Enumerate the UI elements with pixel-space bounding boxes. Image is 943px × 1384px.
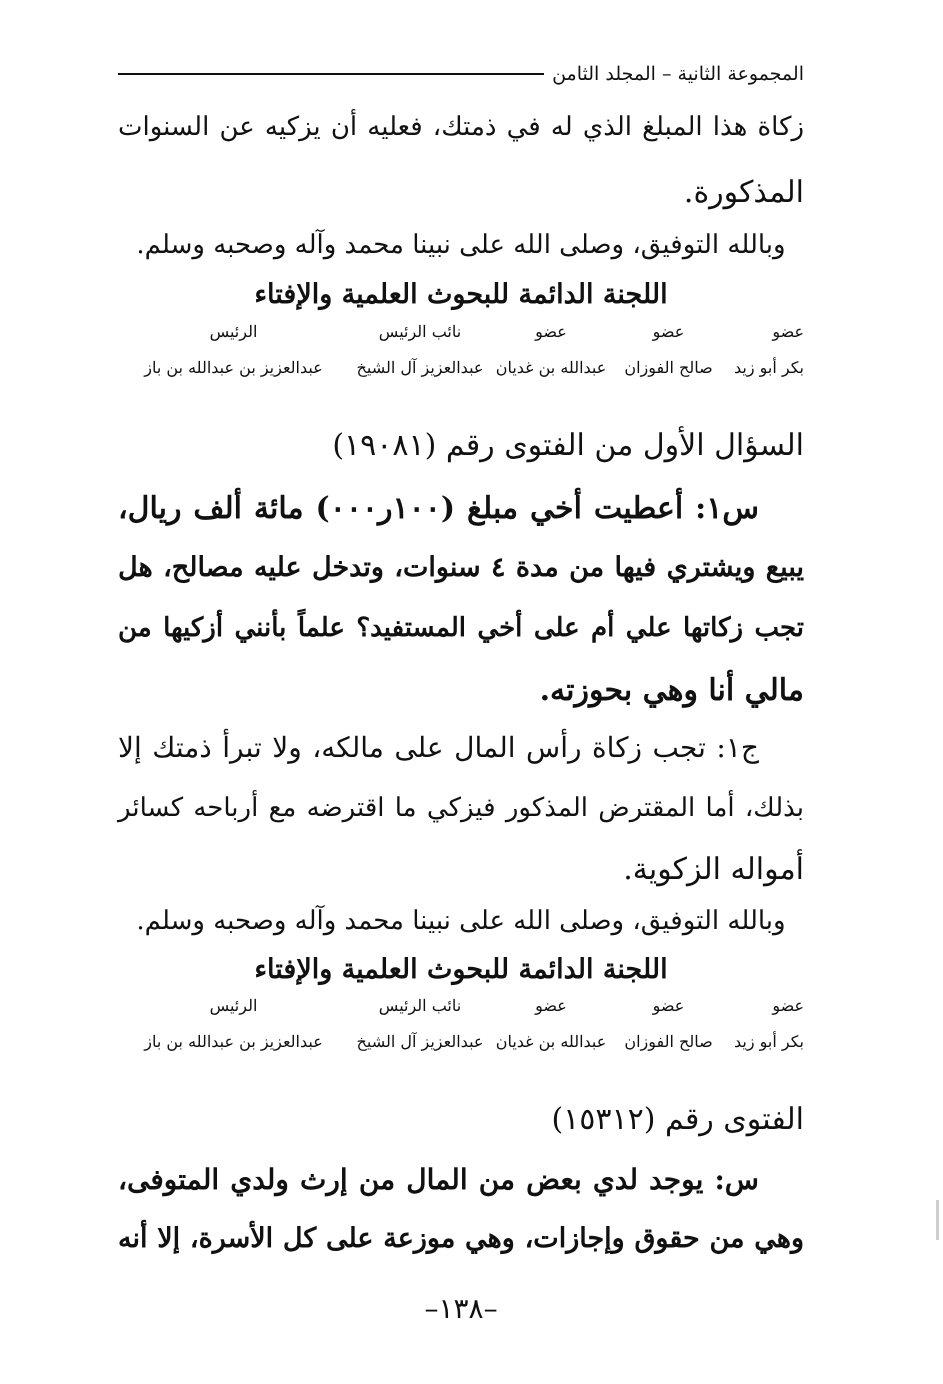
paragraph-line: المذكورة. bbox=[683, 175, 804, 210]
answer-line: ج١: تجب زكاة رأس المال على مالكه، ولا تبرأ ذمتك إلا bbox=[118, 731, 759, 764]
question-line: س: يوجد لدي بعض من المال من إرث ولدي المتوفى، bbox=[118, 1163, 759, 1196]
answer-line: أمواله الزكوية. bbox=[623, 852, 804, 887]
signatory-role: نائب الرئيس bbox=[378, 322, 462, 341]
signatory-role: الرئيس bbox=[209, 996, 258, 1015]
signatory-role: نائب الرئيس bbox=[378, 996, 462, 1015]
running-header bbox=[118, 58, 804, 90]
signatory-role: عضو bbox=[652, 996, 685, 1015]
signatory-name: صالح الفوزان bbox=[624, 1032, 713, 1051]
signatories-roles bbox=[118, 322, 804, 341]
signatory-name: عبدالعزيز بن عبدالله بن باز bbox=[144, 1032, 323, 1051]
fatwa-heading: الفتوى رقم (١٥٣١٢) bbox=[551, 1102, 804, 1137]
header-rule bbox=[118, 73, 544, 75]
fatwa-heading: السؤال الأول من الفتوى رقم (١٩٠٨١) bbox=[332, 428, 804, 463]
signatory-name: عبدالعزيز آل الشيخ bbox=[356, 1032, 484, 1051]
signatory-name: عبدالله بن غديان bbox=[495, 358, 607, 377]
signatory-role: عضو bbox=[535, 322, 567, 341]
committee-name: اللجنة الدائمة للبحوث العلمية والإفتاء bbox=[254, 279, 668, 310]
signatory-role: عضو bbox=[772, 996, 804, 1015]
question-line: مالي أنا وهي بحوزته. bbox=[539, 673, 804, 708]
signatory-name: بكر أبو زيد bbox=[733, 1032, 804, 1051]
paragraph-line: زكاة هذا المبلغ الذي له في ذمتك، فعليه أن يزكيه عن السنوات bbox=[118, 112, 804, 142]
closing-line: وبالله التوفيق، وصلى الله على نبينا محمد وآله وصحبه وسلم. bbox=[136, 230, 786, 260]
signatory-name: عبدالعزيز آل الشيخ bbox=[356, 358, 484, 377]
signatory-role: عضو bbox=[772, 322, 804, 341]
signatory-role: الرئيس bbox=[209, 322, 258, 341]
answer-line: بذلك، أما المقترض المذكور فيزكي ما اقترضه مع أرباحه كسائر bbox=[118, 793, 804, 823]
signatories-names bbox=[118, 358, 804, 377]
signatory-role: عضو bbox=[652, 322, 685, 341]
committee-name: اللجنة الدائمة للبحوث العلمية والإفتاء bbox=[254, 954, 668, 985]
scan-edge-mark bbox=[936, 1200, 939, 1240]
signatory-role: عضو bbox=[535, 996, 567, 1015]
page-number: –١٣٨– bbox=[424, 1292, 498, 1325]
signatories-names bbox=[118, 1032, 804, 1051]
signatory-name: صالح الفوزان bbox=[624, 358, 713, 377]
question-line: يبيع ويشتري فيها من مدة ٤ سنوات، وتدخل عليه مصالح، هل bbox=[118, 552, 804, 583]
signatories-roles bbox=[118, 996, 804, 1015]
running-header-title: المجموعة الثانية – المجلد الثامن bbox=[552, 63, 804, 85]
signatory-name: عبدالله بن غديان bbox=[495, 1032, 607, 1051]
question-line: تجب زكاتها علي أم على أخي المستفيد؟ علماً بأنني أزكيها من bbox=[118, 613, 804, 643]
signatory-name: بكر أبو زيد bbox=[733, 358, 804, 377]
closing-line: وبالله التوفيق، وصلى الله على نبينا محمد وآله وصحبه وسلم. bbox=[136, 906, 786, 936]
question-line: وهي من حقوق وإجازات، وهي موزعة على كل الأسرة، إلا أنه bbox=[118, 1223, 804, 1254]
question-line: س١: أعطيت أخي مبلغ (١٠٠ر٠٠٠) مائة ألف ريال، bbox=[118, 491, 759, 526]
signatory-name: عبدالعزيز بن عبدالله بن باز bbox=[144, 358, 323, 377]
